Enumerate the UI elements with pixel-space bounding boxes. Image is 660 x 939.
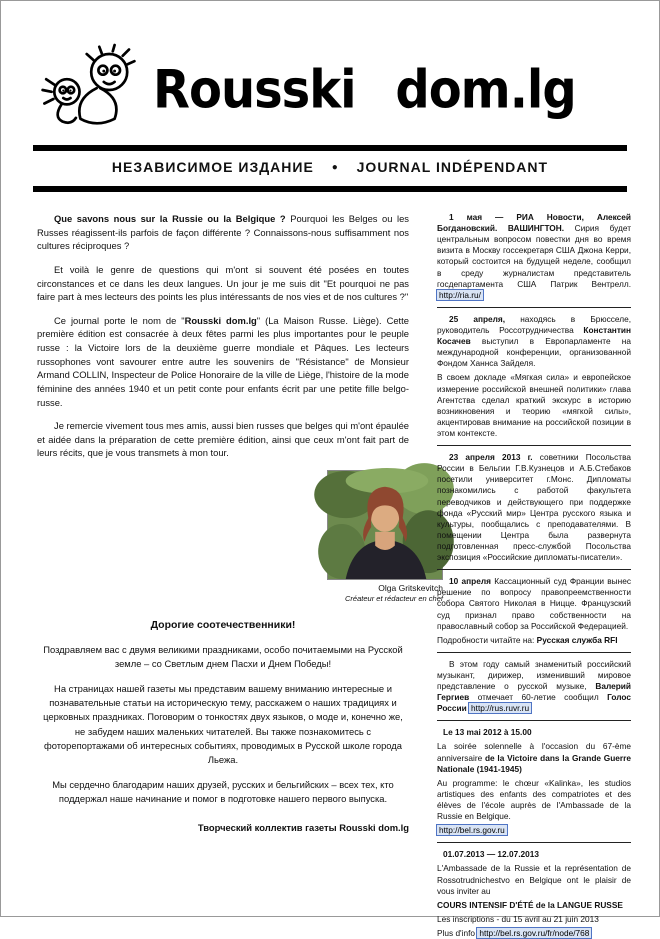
news-item-text [437, 212, 631, 301]
news-divider [437, 652, 631, 653]
news-item-body: советники Посольства России в Бельгии Г.В.Кузнецов и А.Б.Стебаков посетили университет г.Монс. Дипломаты познакомились с работой факультета переводчиков и действующего при поддержке фонда «Русский мир» Центра русского языка и культуры, пообщались с преподавателями. В помещении Центра была развернута подготовленная пресс-службой Посольства экспозиция «Российские дипломаты-писатели». [437, 452, 631, 563]
news-item-body: Сирия будет центральным вопросом повестки дня во время визита в Москву госсекретаря США Джона Керри, который состоится на будущей неделе, сообщил в среду журналистам представитель госдепартамента США Патрик Вентрелл. [437, 223, 632, 289]
news-item-text [437, 452, 631, 563]
photo-caption-name: Olga Gritskevitch [378, 583, 443, 593]
announcement-date [437, 727, 631, 738]
appeal-paragraph-3: Мы сердечно благодарим наших друзей, русских и бельгийских – всех тех, кто поддержал наше начинание и помог в подготовке нашего первого выпуска. [52, 778, 394, 804]
news-item-text [437, 576, 631, 632]
editorial-paragraph-1-rest: Pourquoi les Belges ou les Russes réagissent-ils parfois de façon différente ? Connaissons-nous suffisamment nos cultures réciproques ? [37, 213, 409, 252]
announcement-text [437, 741, 631, 774]
person-name: Валерий Гергиев [437, 681, 631, 703]
editorial-paragraph-3-after: " (La Maison Russe. Liège). Cette première édition est consacrée à deux fêtes parmi les plus importantes pour le peuple russe : la Victoire lors de la deuxième guerre mondiale et Pâques. Les lecteurs russophones vont savourer entre autre les souvenirs de "Résistance" de Monsieur Armand COLLIN, Inspecteur de Police Honoraire de la ville de Liège, l'histoire de la mode féminine des années 1940 et un petit conte pour enfants écrit par une petite fille belgo-russe. [37, 314, 409, 408]
announcement-russian-course [437, 849, 631, 939]
bel-rs-gov-link[interactable]: http://bel.rs.gov.ru [439, 825, 505, 836]
news-item-text [437, 659, 631, 715]
news-item-body: В этом году самый знаменитый российский музыкант, дирижер, изменивший мировое представление о русской музыке, [437, 658, 631, 692]
editorial-paragraph-1 [37, 212, 409, 253]
news-item-text [437, 314, 631, 370]
announcement-text: L'Ambassade de la Russie et la représentation de Rossotrudnichestvo en Belgique ont le plaisir de vous inviter au [437, 863, 631, 896]
editorial-signature: Творческий коллектив газеты Rousski dom.lg [197, 822, 409, 834]
ruvr-link[interactable]: http://rus.ruvr.ru [471, 703, 530, 714]
announcement-link-line [437, 825, 631, 836]
news-item-lead: 1 мая — РИА Новости, Алексей Богдановский. ВАШИНГТОН. [437, 212, 631, 234]
more-info-label: Plus d'info [437, 928, 478, 939]
news-item-syria [437, 212, 631, 301]
matryoshka-cartoon-icon [39, 44, 147, 136]
photo-caption-role: Créateur et rédacteur en chef [345, 594, 443, 603]
news-item-lead: 10 апреля [449, 576, 491, 587]
editorial-paragraph-2: Et voilà le genre de questions qui m'ont si souvent été posées en toutes circonstances et ce dans les deux langues. Un jour je me suis dit "Et pourquoi ne pas faire part à mes lecteurs des points les plus intéressants de nos vies et de nos cultures ?" [37, 263, 409, 303]
appeal-paragraph-1: Поздравляем вас с двумя великими праздниками, особо почитаемыми на Русской земле – со Светлым днем Пасхи и Днем Победы! [43, 644, 403, 670]
announcement-date-text: Le 13 mai 2012 à 15.00 [443, 727, 532, 738]
tagline-french: JOURNAL INDÉPENDANT [356, 159, 549, 175]
news-item-body: отмечает 60-летие сообщил [469, 692, 608, 703]
news-item-body: выступил в Европарламенте на международной конференции, организованной Фондом Ханнса Зайделя. [437, 336, 631, 369]
announcement-programme: Au programme: le chœur «Kalinka», les studios artistiques des enfants des compatriotes et des élèves de l'école auprès de l'Ambassade de la Russie en Belgique. [437, 777, 631, 822]
announcement-bold: de la Victoire dans la Grande Guerre Nationale (1941-1945) [437, 752, 631, 774]
course-title [437, 900, 631, 911]
news-item-tail-label: Подробности читайте на: [437, 634, 537, 645]
editor-photo [327, 470, 443, 580]
news-item-text: В своем докладе «Мягкая сила» и европейское измерение российской внешней политики» глава Агентства сделал краткий экскурс в историю возникновения и теорию «мягкой силы», акцентировав внимание на российской позиции в этом контексте. [437, 372, 631, 438]
announcement-victory-evening [437, 727, 631, 836]
person-name: Константин Косачев [437, 324, 631, 347]
course-link-line [437, 928, 631, 939]
news-item-gergiev [437, 659, 631, 715]
course-title-text: COURS INTENSIF D'ÉTÉ de la LANGUE RUSSE [437, 899, 623, 910]
appeal-title: Дорогие соотечественники! [150, 619, 296, 631]
appeal-paragraph-2: На страницах нашей газеты мы представим вашему вниманию интересные и познавательные статьи на историческую тему, расскажем о наших традициях и церковных праздниках. Поговорим о тонкостях двух языков, о моде и, конечно же, не забудем наших маленьких читателей. Вы также познакомитесь с фоторепортажами об интересных событиях, проводимых в Русской школе города Льежа. [43, 683, 403, 765]
news-divider [437, 842, 631, 843]
news-item-body: находясь в Брюсселе, руководитель Россотрудничества [437, 313, 631, 335]
rfi-source: Русская служба RFI [536, 634, 618, 645]
editorial-paragraph-4: Je remercie vivement tous mes amis, aussi bien russes que belges qui m'ont épaulée et aidée dans la préparation de cette première édition, ainsi que ceux m'ont fait part de leurs récits, que je vous transmets à mon tour. [37, 420, 409, 459]
editorial-paragraph-3 [37, 314, 409, 409]
masthead [1, 1, 659, 192]
news-divider [437, 445, 631, 446]
news-divider [437, 307, 631, 308]
announcement-date [437, 849, 631, 860]
news-divider [437, 569, 631, 570]
editorial-column [37, 212, 443, 939]
journal-brand-name: Rousski dom.lg [184, 314, 257, 326]
news-item-body: Кассационный суд Франции вынес решение по вопросу правопреемственности собора Святого Николая в Ницце. Французский суд признал право собственности на православный собор за Российской Федерацией. [437, 576, 631, 631]
page-content [1, 192, 659, 939]
photo-caption [327, 583, 443, 603]
voice-of-russia-source: Голос России [437, 692, 631, 714]
announcement-date-text: 01.07.2013 — 12.07.2013 [443, 849, 539, 860]
masthead-logo-row [31, 39, 629, 141]
editorial-paragraph-3-before: Ce journal porte le nom de " [54, 314, 185, 326]
course-inscriptions: Les inscriptions - du 15 avril au 21 juin 2013 [437, 913, 599, 924]
news-item-kosachev [437, 314, 631, 439]
editor-photo-figure [327, 470, 443, 603]
news-divider [437, 720, 631, 721]
news-item-lead: 25 апреля, [449, 313, 506, 324]
news-item-nice-cathedral [437, 576, 631, 646]
editorial-lead-question: Que savons nous sur la Russie ou la Belgique ? [54, 213, 286, 224]
announcement-body: La soirée solennelle à l'occasion du 67-ème anniversaire [437, 741, 631, 763]
course-info-link[interactable]: http://bel.rs.gov.ru/fr/node/768 [479, 928, 590, 939]
news-item-tail [437, 635, 631, 646]
news-item-lead: 23 апреля 2013 г. [449, 452, 533, 463]
bullet-separator-icon: ● [331, 162, 339, 173]
news-column [437, 212, 631, 939]
tagline-russian: НЕЗАВИСИМОЕ ИЗДАНИЕ [111, 159, 314, 175]
news-item-mons [437, 452, 631, 563]
newspaper-title: Rousski dom.lg [153, 59, 576, 121]
ria-news-link[interactable]: http://ria.ru/ [439, 289, 481, 300]
tagline [31, 151, 629, 182]
